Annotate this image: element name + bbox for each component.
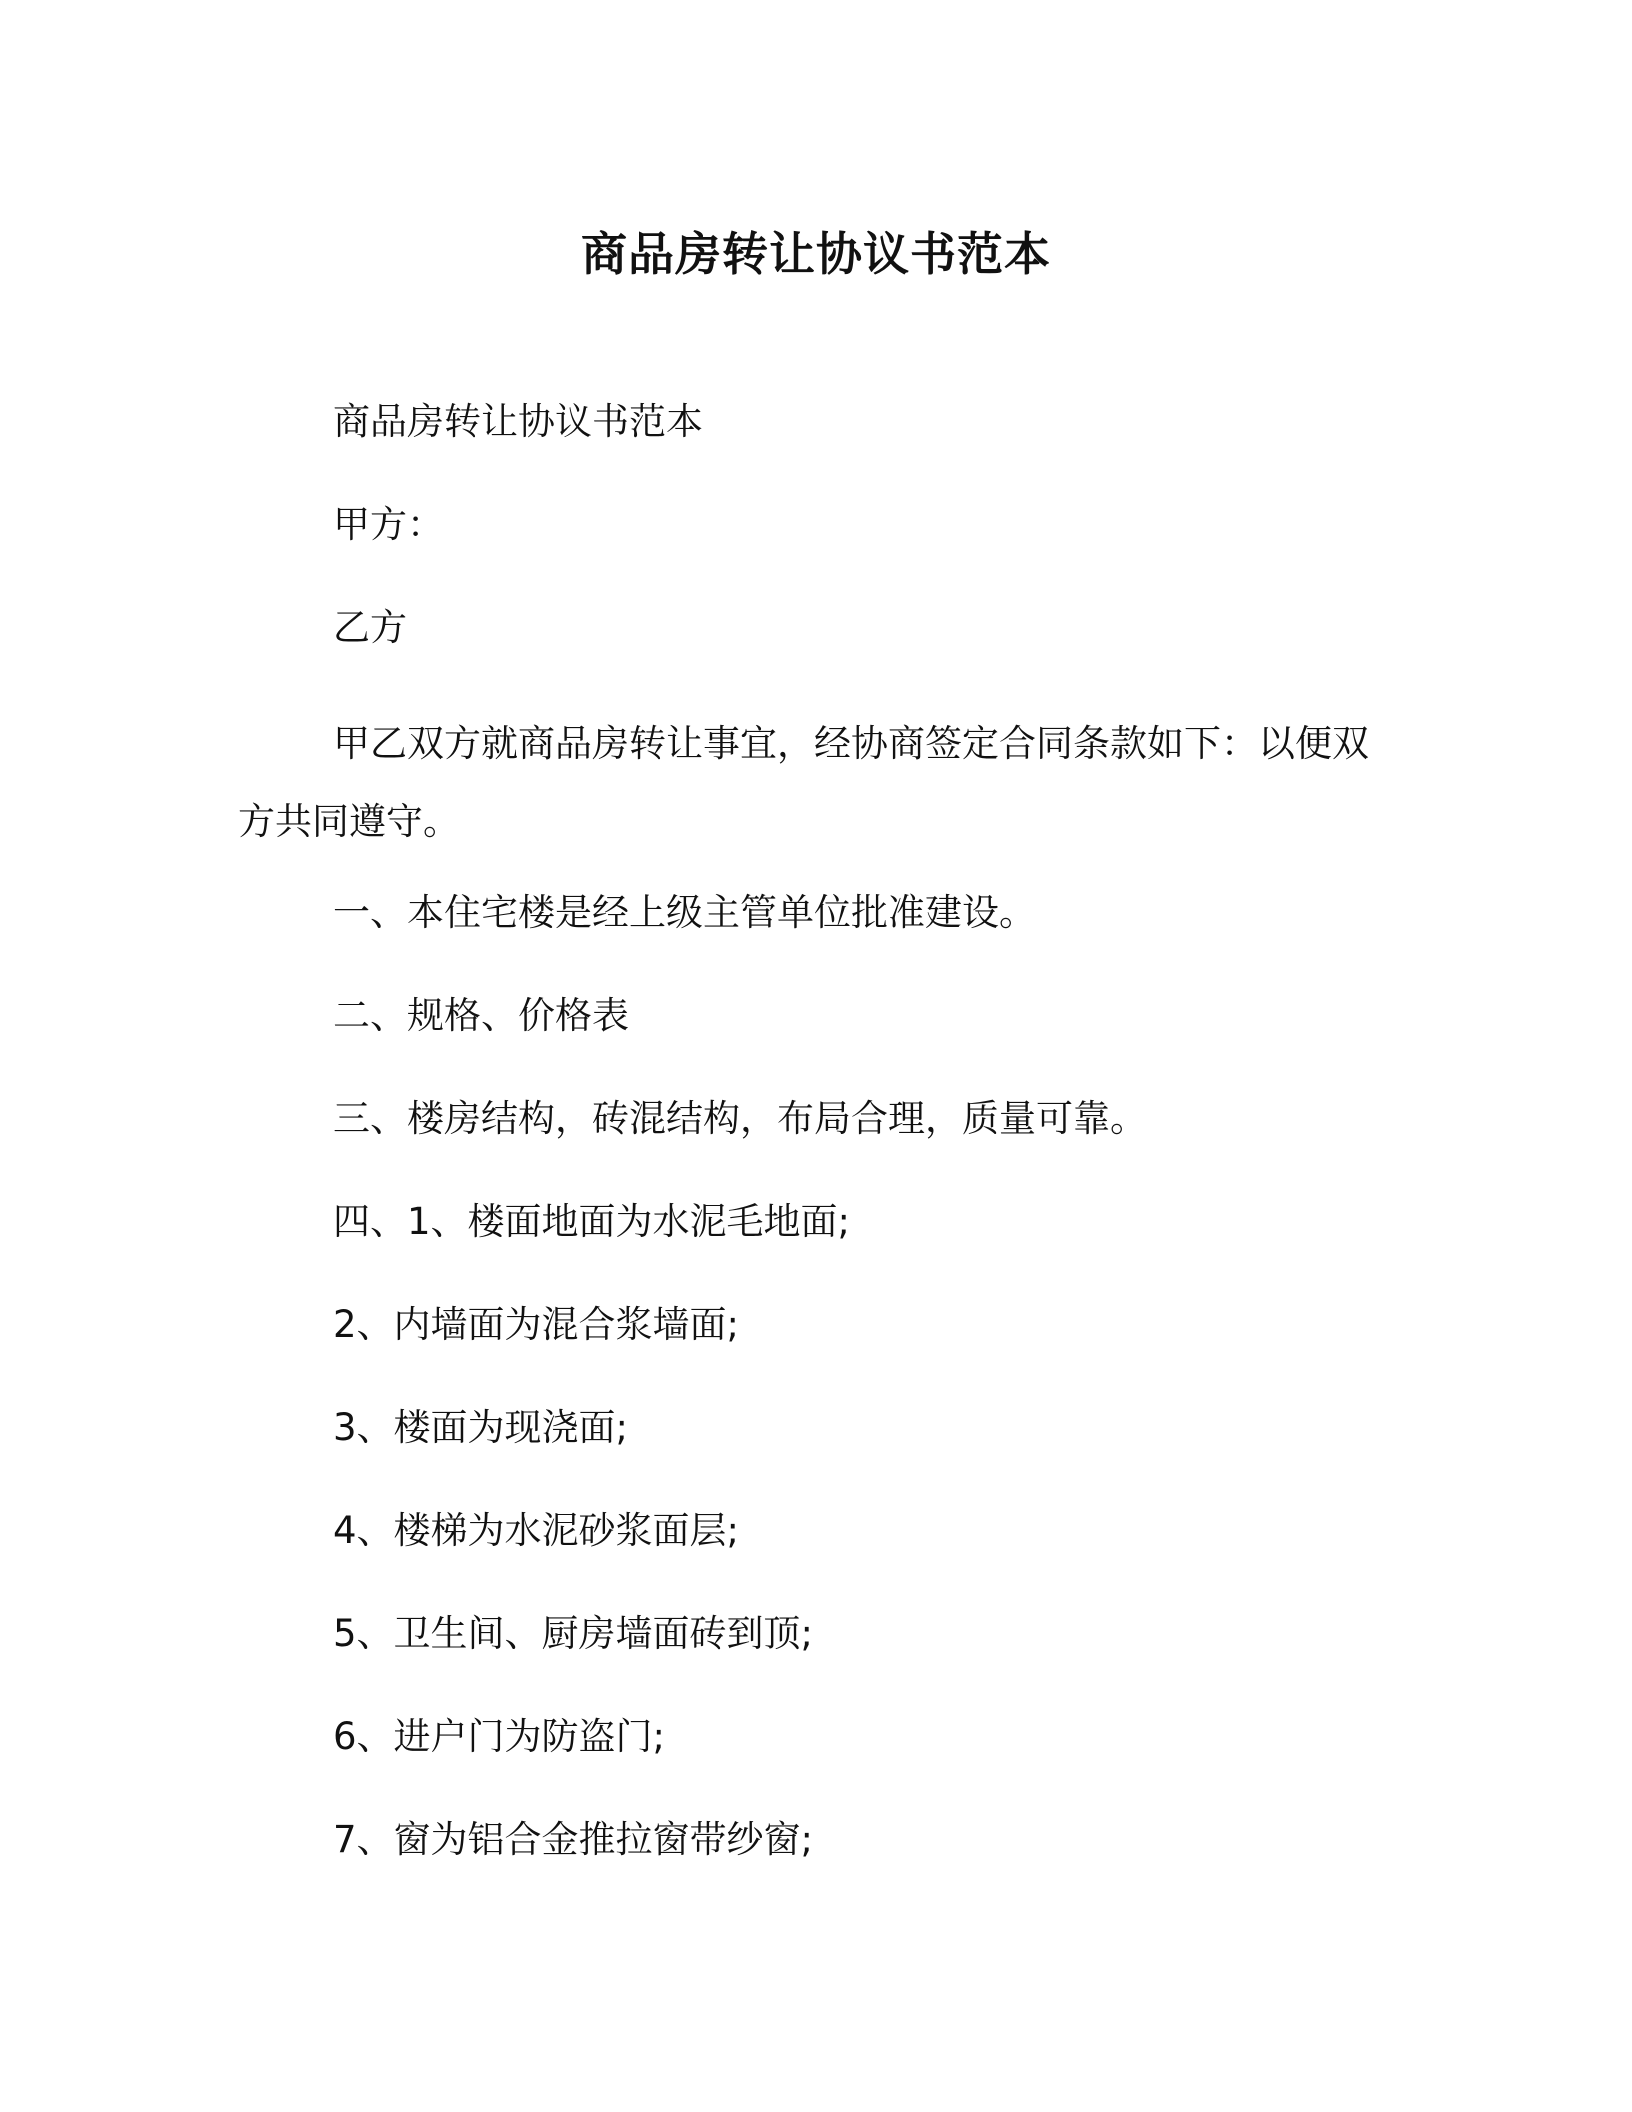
clause-line: 二、规格、价格表: [333, 994, 629, 1037]
subtitle-line: 商品房转让协议书范本: [333, 400, 703, 443]
clause-line: 四、1、楼面地面为水泥毛地面;: [333, 1200, 851, 1243]
clause-line: 2、内墙面为混合浆墙面;: [333, 1303, 740, 1346]
clause-line: 5、卫生间、厨房墙面砖到顶;: [333, 1612, 814, 1655]
party-b-line: 乙方: [333, 606, 407, 649]
intro-paragraph: 甲乙双方就商品房转让事宜，经协商签定合同条款如下：以便双方共同遵守。: [238, 722, 1369, 843]
clause-line: 7、窗为铝合金推拉窗带纱窗;: [333, 1818, 814, 1861]
document-title: 商品房转让协议书范本: [581, 227, 1051, 281]
clause-line: 3、楼面为现浇面;: [333, 1406, 629, 1449]
clause-line: 6、进户门为防盗门;: [333, 1715, 666, 1758]
clause-line: 三、楼房结构，砖混结构，布局合理，质量可靠。: [333, 1097, 1147, 1140]
clause-line: 一、本住宅楼是经上级主管单位批准建设。: [333, 891, 1036, 934]
clause-line: 4、楼梯为水泥砂浆面层;: [333, 1509, 740, 1552]
party-a-line: 甲方：: [333, 503, 444, 546]
